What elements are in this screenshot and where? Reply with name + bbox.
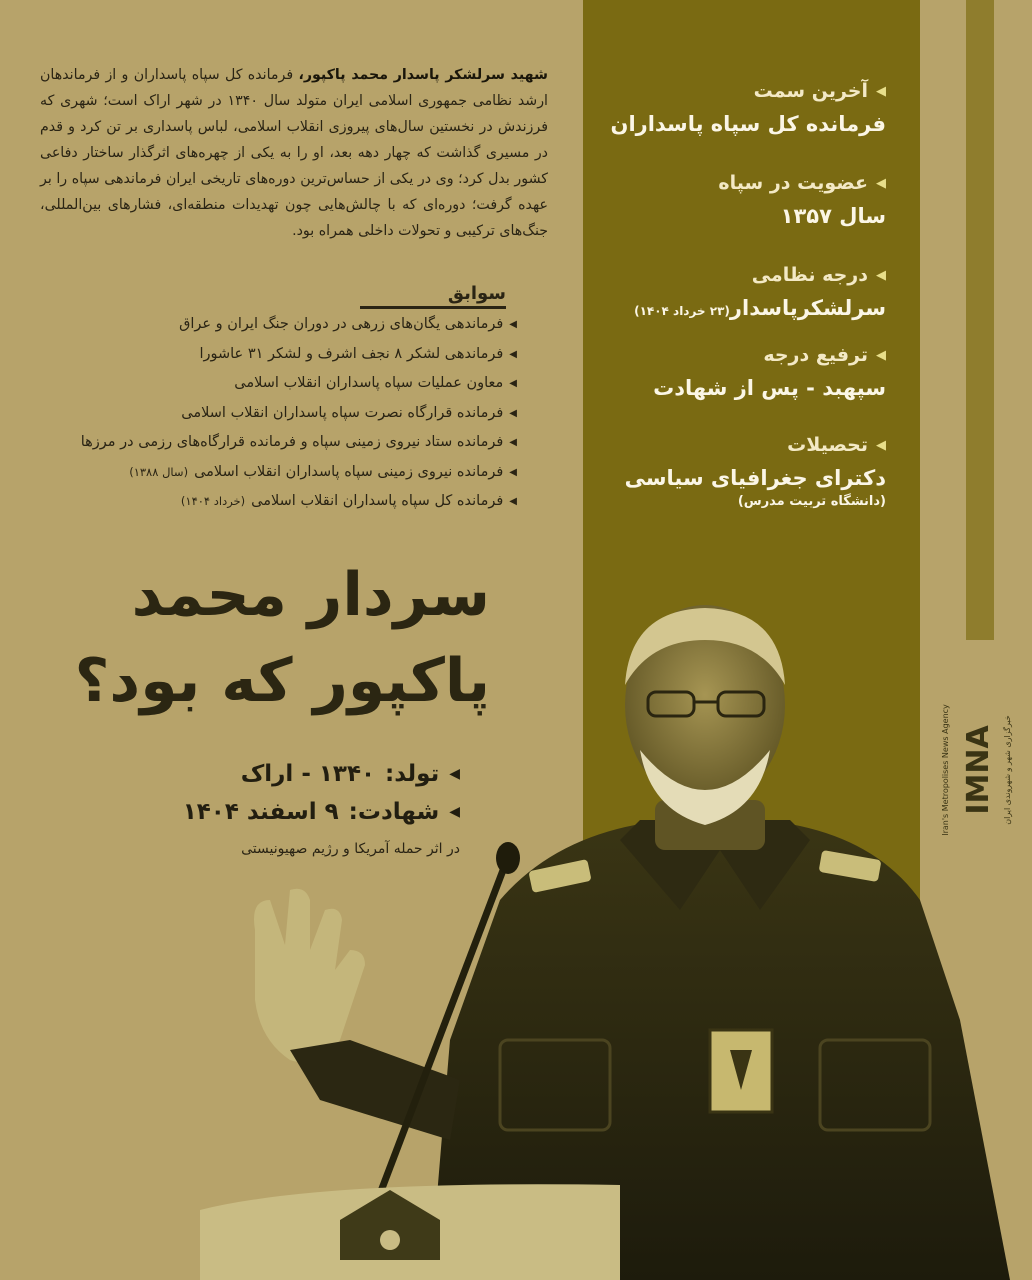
history-title: سوابق — [360, 282, 506, 309]
history-item-text: فرماندهی یگان‌های زرهی در دوران جنگ ایران و عراق — [179, 316, 504, 332]
rank-note: (۲۳ خرداد ۱۴۰۴) — [634, 304, 730, 318]
history-item-text: فرمانده ستاد نیروی زمینی سپاه و فرمانده قرارگاه‌های رزمی در مرزها — [80, 434, 504, 450]
info-title — [611, 80, 886, 102]
death-caption: در اثر حمله آمریکا و رژیم صهیونیستی — [241, 841, 460, 857]
info-title-text: ترفیع درجه — [763, 344, 868, 366]
agency-name-fa: خبرگزاری شهر و شهروندی ایران — [1003, 715, 1012, 825]
info-value: سال ۱۳۵۷ — [780, 204, 886, 228]
triangle-bullet-icon: ◀ — [876, 175, 886, 191]
history-item-text: فرمانده نیروی زمینی سپاه پاسداران انقلاب اسلامی — [194, 463, 504, 480]
info-value — [634, 296, 886, 320]
logo-text: IMNA — [961, 725, 996, 815]
agency-name-en: Iran's Metropolises News Agency — [941, 704, 950, 836]
history-item-text: فرمانده قرارگاه نصرت سپاه پاسداران انقلاب اسلامی — [181, 404, 504, 421]
info-title-text: عضویت در سپاه — [718, 172, 868, 194]
info-title-text: آخرین سمت — [753, 80, 868, 102]
triangle-bullet-icon: ◀ — [449, 766, 460, 782]
info-promotion — [653, 344, 886, 400]
headline — [60, 552, 490, 724]
headline-line-2: پاکپور که بود؟ — [74, 646, 490, 716]
intro-paragraph — [40, 62, 548, 244]
info-last-position — [611, 80, 886, 136]
death-label: شهادت: — [348, 799, 440, 825]
info-value: دکترای جغرافیای سیاسی — [624, 466, 886, 490]
birth-row — [70, 755, 460, 793]
info-rank — [634, 264, 886, 320]
info-title-text: درجه نظامی — [751, 264, 868, 286]
death-value: ۹ اسفند ۱۴۰۴ — [182, 799, 339, 825]
info-title — [634, 264, 886, 286]
triangle-bullet-icon: ◀ — [509, 407, 517, 419]
imna-logo — [941, 620, 1012, 920]
triangle-bullet-icon: ◀ — [509, 319, 517, 330]
death-row — [70, 793, 460, 831]
history-item-text: فرماندهی لشکر ۸ نجف اشرف و لشکر ۳۱ عاشورا — [199, 345, 504, 362]
history-item-note: (سال ۱۳۸۸) — [129, 464, 189, 479]
info-value: فرمانده کل سپاه پاسداران — [610, 112, 886, 136]
triangle-bullet-icon: ◀ — [876, 83, 886, 99]
rank-value: سرلشکرپاسدار — [729, 296, 886, 320]
history-item — [37, 340, 517, 370]
birth-label: تولد: — [385, 761, 440, 787]
history-item — [37, 369, 517, 399]
history-item — [37, 428, 517, 458]
history-item — [37, 399, 517, 429]
triangle-bullet-icon: ◀ — [509, 348, 517, 360]
triangle-bullet-icon: ◀ — [876, 267, 886, 283]
triangle-bullet-icon: ◀ — [509, 378, 517, 389]
history-item — [37, 458, 517, 488]
triangle-bullet-icon: ◀ — [876, 347, 886, 363]
history-item-text: فرمانده کل سپاه پاسداران انقلاب اسلامی — [251, 493, 504, 509]
triangle-bullet-icon: ◀ — [509, 437, 517, 448]
history-item — [37, 487, 517, 517]
birth-value: ۱۳۴۰ - اراک — [240, 761, 376, 787]
triangle-bullet-icon: ◀ — [509, 496, 517, 507]
info-title — [625, 434, 886, 456]
headline-line-1: سردار محمد — [131, 560, 490, 630]
info-title — [718, 172, 886, 194]
info-education — [625, 434, 886, 509]
info-sub: (دانشگاه تربیت مدرس) — [737, 494, 886, 509]
brand-strip — [966, 0, 994, 640]
facts — [70, 755, 460, 857]
info-title — [653, 344, 886, 366]
history-list — [37, 310, 517, 517]
info-title-text: تحصیلات — [787, 434, 868, 456]
history-item — [37, 310, 517, 340]
triangle-bullet-icon: ◀ — [509, 466, 517, 478]
history-item-text: معاون عملیات سپاه پاسداران انقلاب اسلامی — [234, 375, 504, 391]
history-item-note: (خرداد ۱۴۰۴) — [180, 494, 246, 508]
triangle-bullet-icon: ◀ — [449, 804, 460, 820]
info-membership — [718, 172, 886, 228]
triangle-bullet-icon: ◀ — [876, 437, 886, 453]
intro-text: فرمانده کل سپاه پاسداران و از فرماندهان ارشد نظامی جمهوری اسلامی ایران متولد سال ۱۳۴۰ در شهر اراک است؛ شهری که فرزندش در نخستین سال‌های پیروزی انقلاب اسلامی، لباس پاسداری بر تن کرد و قدم در مسیری گذاشت که چهار دهه بعد، او را به یکی از چهره‌های اثرگذار ساختار دفاعی کشور بدل کرد؛ وی در یکی از حساس‌ترین دوره‌های تاریخی ایران فرماندهی سپاه را بر عهده گرفت؛ دوره‌ای که با چالش‌هایی چون تهدیدات منطقه‌ای، فشارهای بین‌المللی، جنگ‌های ترکیبی و تحولات داخلی همراه بود. — [40, 67, 548, 239]
info-value: سپهبد - پس از شهادت — [653, 376, 886, 400]
intro-name: شهید سرلشکر پاسدار محمد پاکپور، — [298, 67, 548, 83]
